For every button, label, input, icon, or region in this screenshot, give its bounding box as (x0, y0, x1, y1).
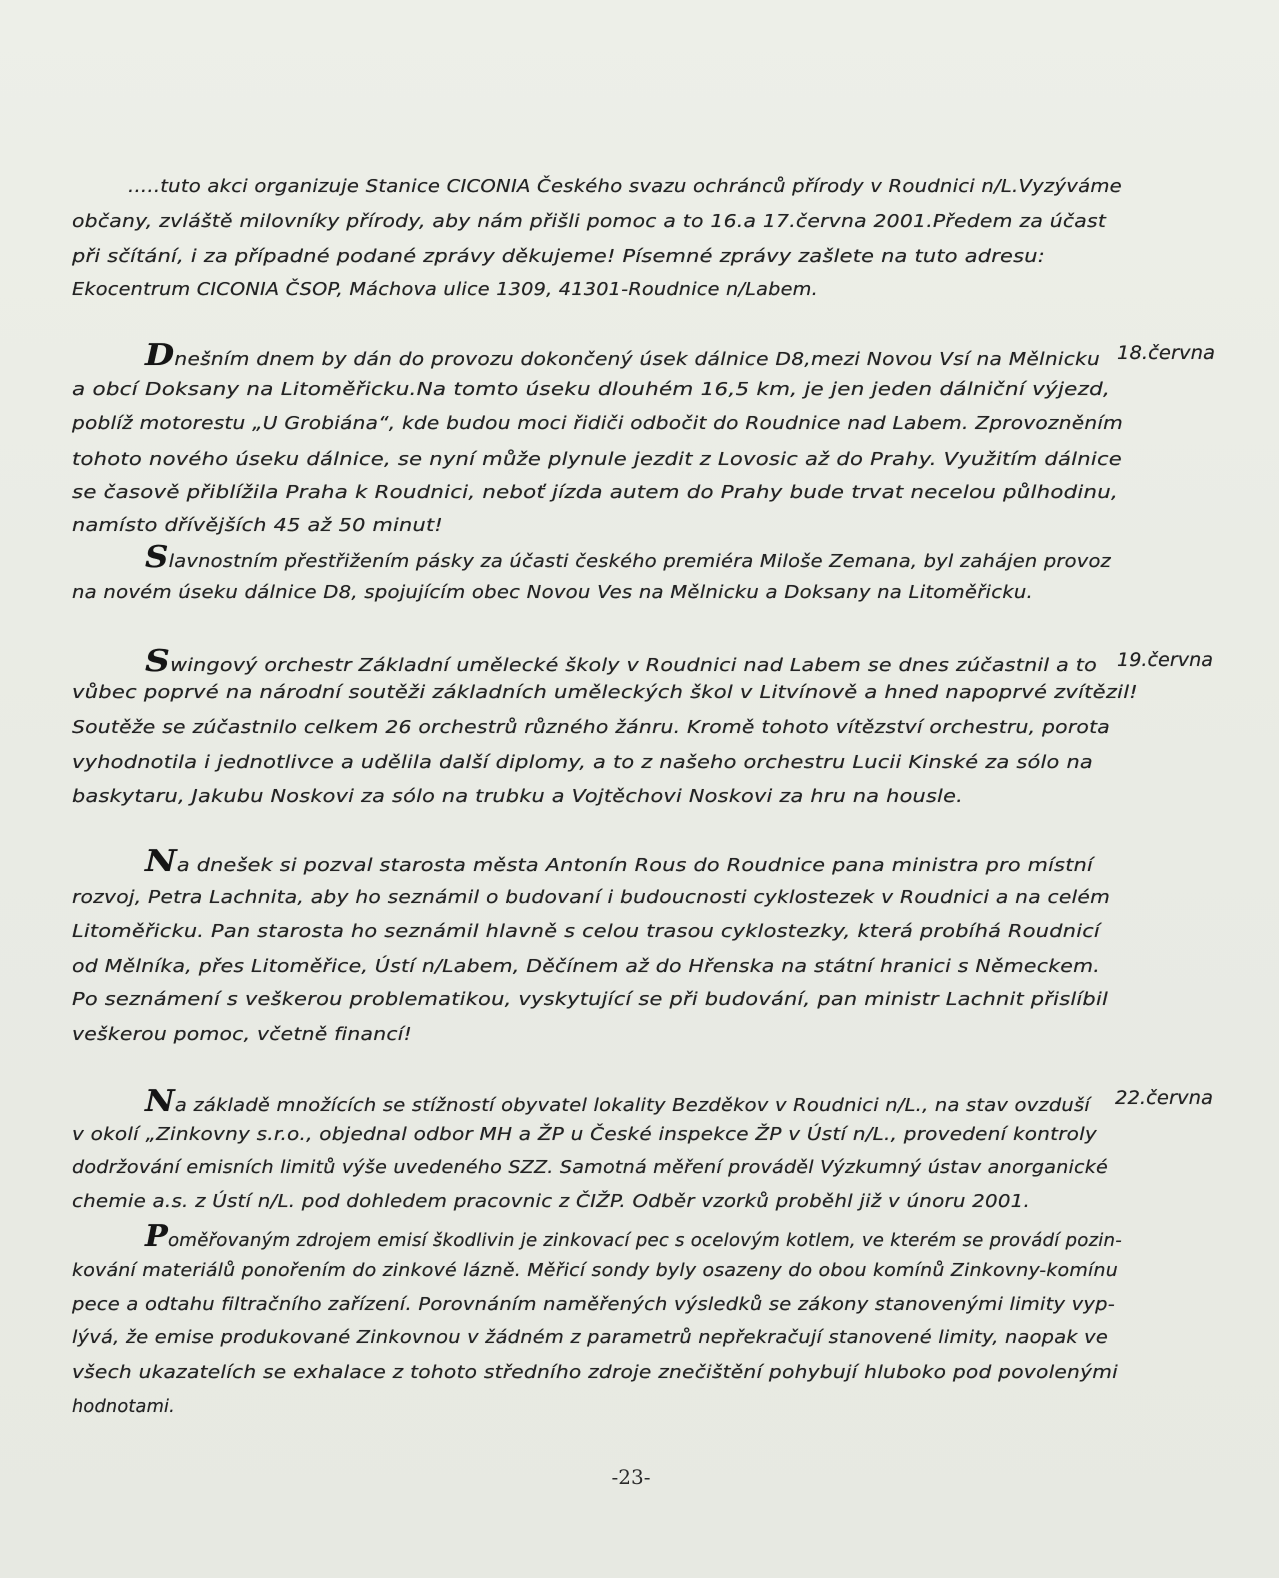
text-line: kování materiálů ponořením do zinkové lázně. Měřicí sondy byly osazeny do obou komínů Zinkovny-komínu (72, 1260, 1118, 1281)
text-line: Poměřovaným zdrojem emisí škodlivin je zinkovací pec s ocelovým kotlem, ve kterém se provádí pozin- (145, 1219, 1123, 1254)
text-line: na novém úseku dálnice D8, spojujícím obec Novou Ves na Mělnicku a Doksany na Litoměřicku. (72, 582, 1033, 603)
text-line: Slavnostním přestřižením pásky za účasti českého premiéra Miloše Zemana, byl zahájen provoz (145, 540, 1111, 575)
entry-date: 22.června (1115, 1087, 1214, 1109)
text-line: Na dnešek si pozval starosta města Antonín Rous do Roudnice pana ministra pro místní (145, 844, 1094, 879)
text-line: veškerou pomoc, včetně financí! (72, 1024, 413, 1045)
text-line: od Mělníka, přes Litoměřice, Ústí n/Labem, Děčínem až do Hřenska na státní hranici s Německem. (72, 956, 1101, 977)
text-line: lývá, že emise produkované Zinkovnou v žádném z parametrů nepřekračují stanovené limity, naopak ve (72, 1327, 1109, 1348)
text-line: pece a odtahu filtračního zařízení. Porovnáním naměřených výsledků se zákony stanovenými limity vyp- (72, 1294, 1116, 1315)
text-line: při sčítání, i za případné podané zprávy děkujeme! Písemné zprávy zašlete na tuto adresu: (72, 246, 1046, 267)
text-line: a obcí Doksany na Litoměřicku.Na tomto úseku dlouhém 16,5 km, je jen jeden dálniční výjezd, (72, 379, 1111, 400)
text-line: chemie a.s. z Ústí n/L. pod dohledem pracovnic z ČIŽP. Odběr vzorků proběhl již v únoru 2001. (72, 1191, 1031, 1212)
text-line: vůbec poprvé na národní soutěži základních uměleckých škol v Litvínově a hned napoprvé zvítězil! (72, 682, 1138, 703)
text-line: Swingový orchestr Základní umělecké školy v Roudnici nad Labem se dnes zúčastnil a to (145, 644, 1097, 679)
text-line: baskytaru, Jakubu Noskovi za sólo na trubku a Vojtěchovi Noskovi za hru na housle. (72, 786, 963, 807)
text-line: hodnotami. (72, 1396, 176, 1417)
text-line: dodržování emisních limitů výše uvedeného SZZ. Samotná měření prováděl Výzkumný ústav anorganické (72, 1157, 1109, 1178)
text-line: poblíž motorestu „U Grobiána“, kde budou moci řidiči odbočit do Roudnice nad Labem. Zprovozněním (72, 413, 1123, 434)
text-line: Soutěže se zúčastnilo celkem 26 orchestrů různého žánru. Kromě tohoto vítězství orchestru, porota (72, 717, 1111, 738)
text-line: .....tuto akci organizuje Stanice CICONIA Českého svazu ochránců přírody v Roudnici n/L.Vyzýváme (128, 176, 1122, 197)
text-line: v okolí „Zinkovny s.r.o., objednal odbor MH a ŽP u České inspekce ŽP v Ústí n/L., provedení kontroly (72, 1124, 1097, 1145)
text-line: namísto dřívějších 45 až 50 minut! (72, 515, 443, 536)
text-line: tohoto nového úseku dálnice, se nyní může plynule jezdit z Lovosic až do Prahy. Využitím dálnice (72, 449, 1122, 470)
text-line: Litoměřicku. Pan starosta ho seznámil hlavně s celou trasou cyklostezky, která probíhá Roudnicí (72, 921, 1100, 942)
page-number: -23- (611, 1465, 651, 1489)
text-line: Dnešním dnem by dán do provozu dokončený úsek dálnice D8,mezi Novou Vsí na Mělnicku (145, 338, 1101, 373)
entry-date: 19.června (1117, 649, 1213, 671)
text-line: občany, zvláště milovníky přírody, aby nám přišli pomoc a to 16.a 17.června 2001.Předem za účast (72, 211, 1107, 232)
text-line: Na základě množících se stížností obyvatel lokality Bezděkov v Roudnici n/L., na stav ovzduší (145, 1084, 1090, 1119)
text-line: rozvoj, Petra Lachnita, aby ho seznámil o budovaní i budoucnosti cyklostezek v Roudnici a na celém (72, 887, 1111, 908)
text-line: Po seznámení s veškerou problematikou, vyskytující se při budování, pan ministr Lachnit přislíbil (72, 989, 1109, 1010)
entry-date: 18.června (1117, 342, 1216, 364)
text-line: vyhodnotila i jednotlivce a udělila další diplomy, a to z našeho orchestru Lucii Kinské za sólo na (72, 752, 1093, 773)
text-line: Ekocentrum CICONIA ČSOP, Máchova ulice 1309, 41301-Roudnice n/Labem. (72, 279, 818, 300)
text-line: se časově přiblížila Praha k Roudnici, neboť jízda autem do Prahy bude trvat necelou půlhodinu, (72, 482, 1118, 503)
text-line: všech ukazatelích se exhalace z tohoto středního zdroje znečištění pohybují hluboko pod povolenými (72, 1362, 1119, 1383)
